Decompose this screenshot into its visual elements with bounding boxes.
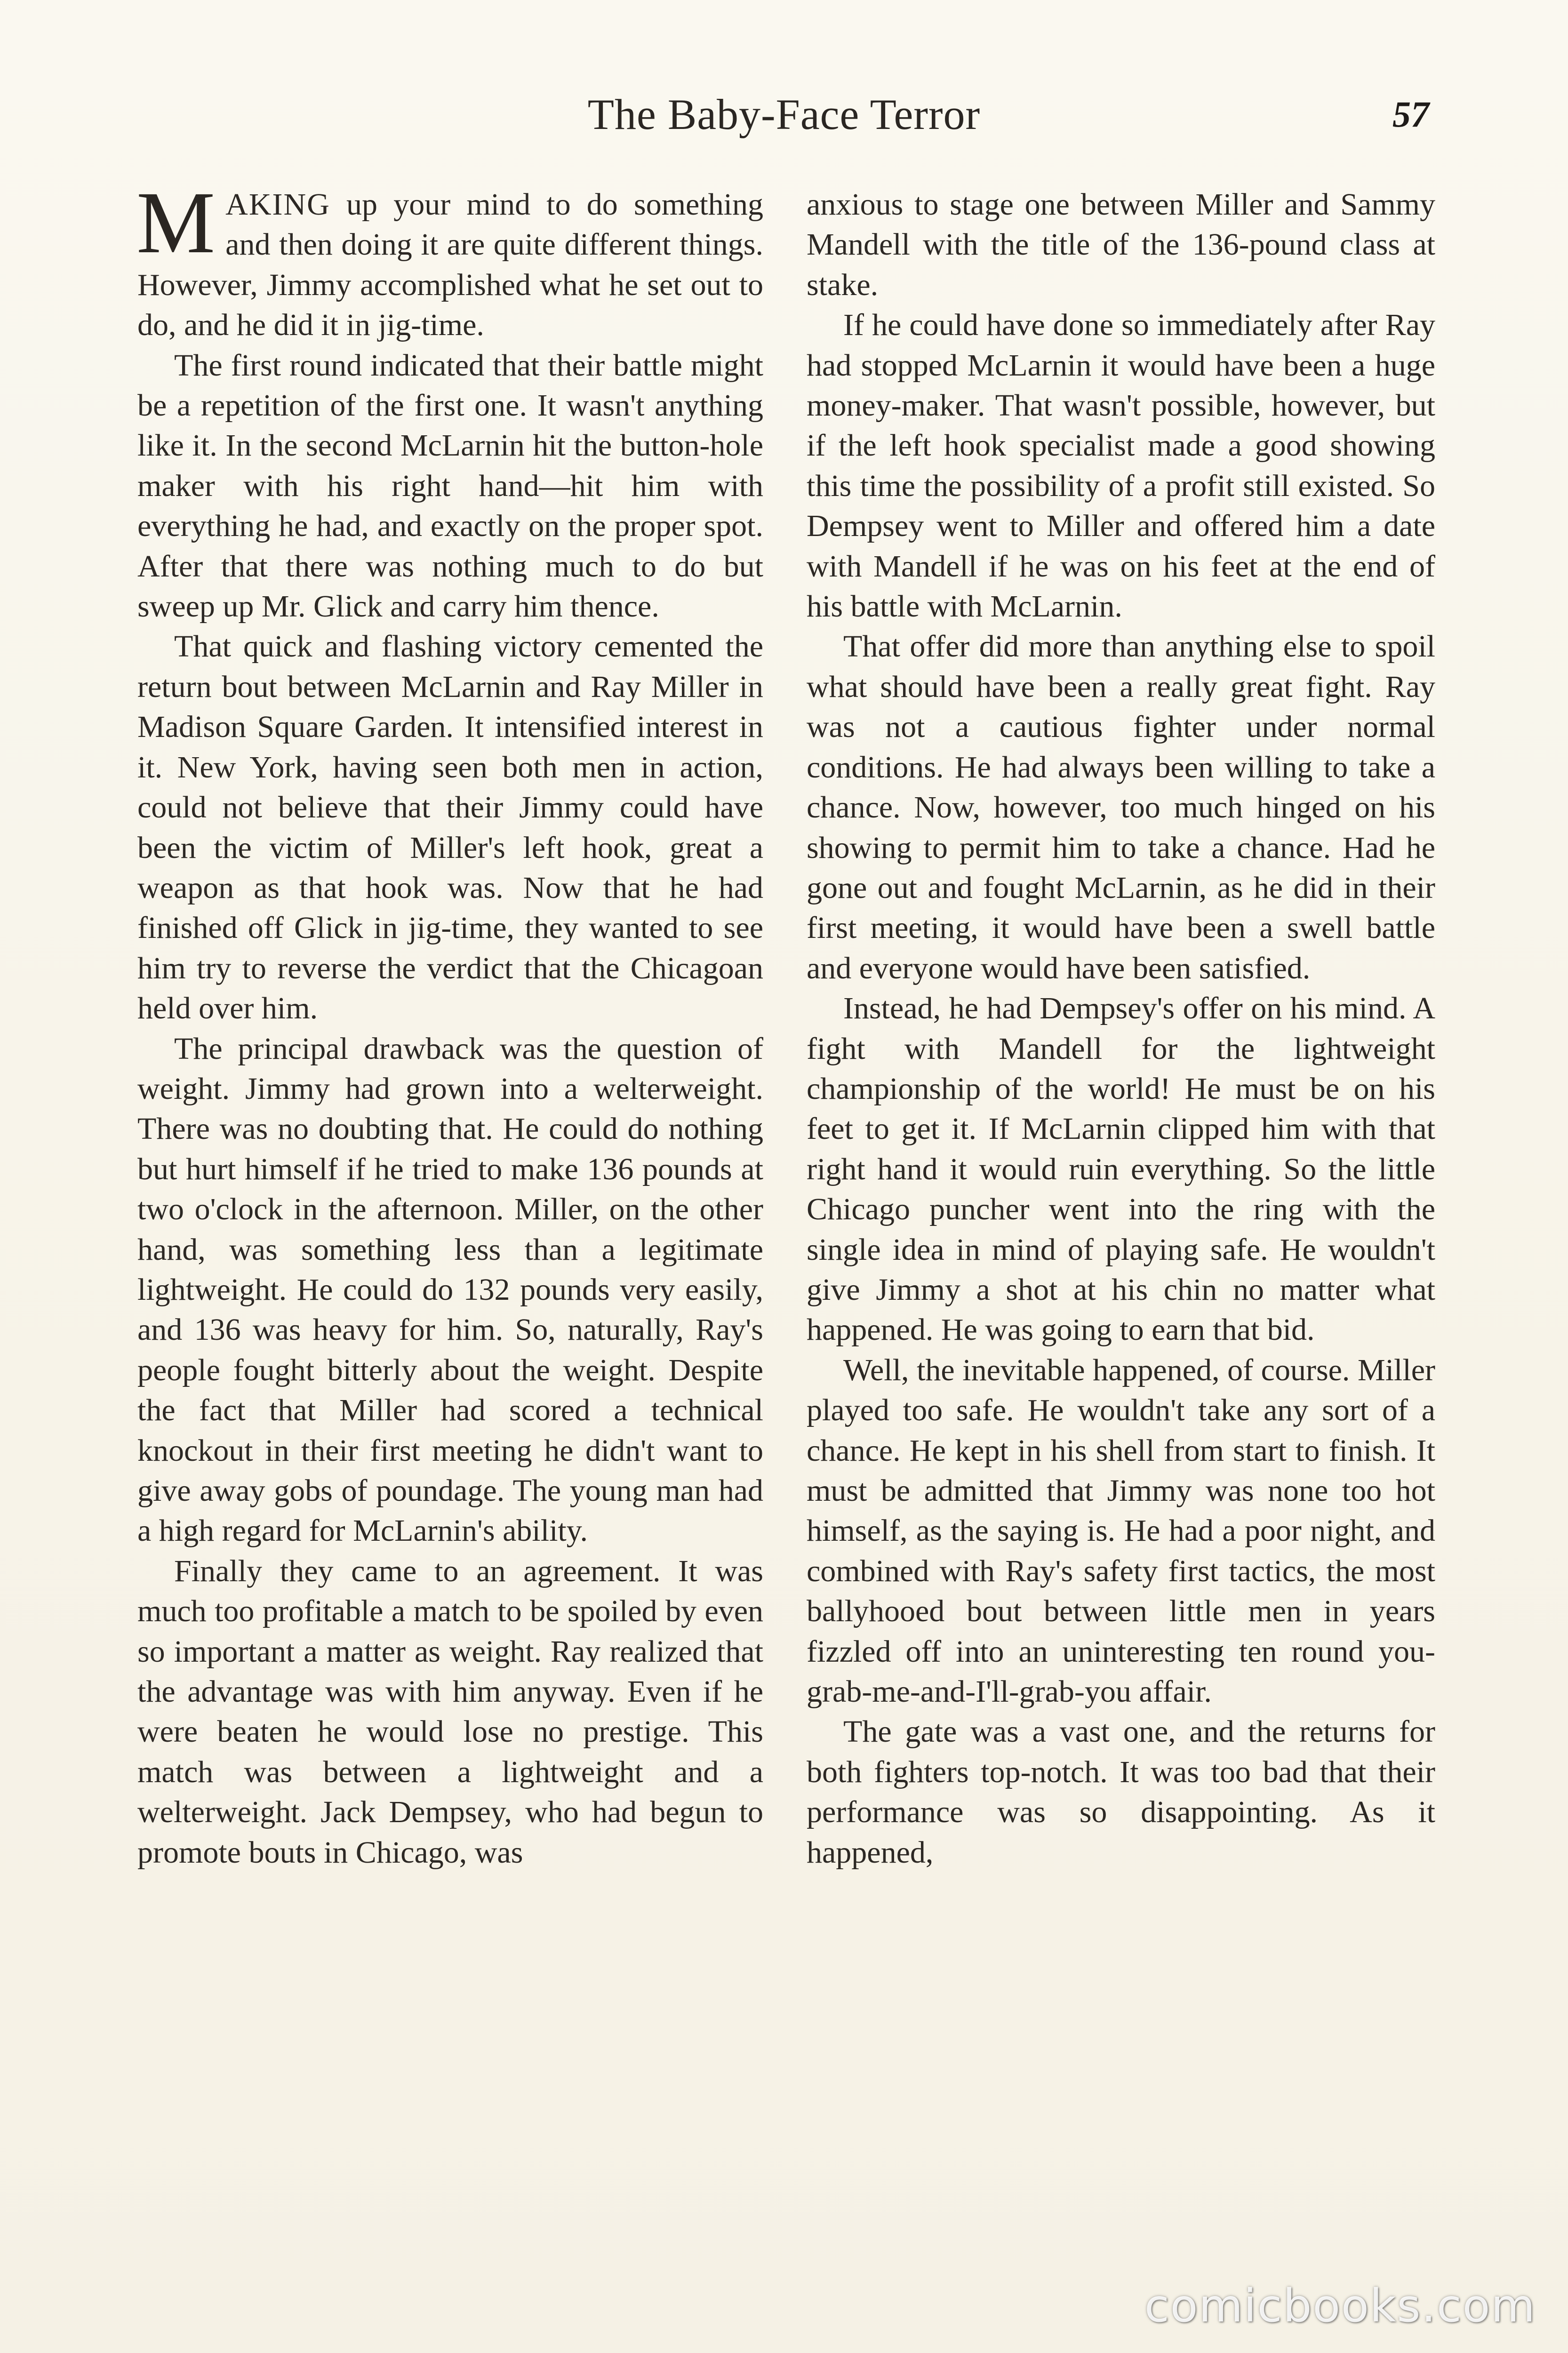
paragraph: That offer did more than anything else to spoil what should have been a really great fight. Ray was not a cautious fighter under normal conditions. He had always been willing to take a chance. Now, however, too much hinged on his showing to permit him to take a chance. Had he gone out and fought McLarnin, as he did in their first meeting, it would have been a swell battle and everyone would have been satisfied. — [807, 629, 1435, 985]
left-column — [136, 173, 763, 1873]
running-title: The Baby-Face Terror — [587, 90, 981, 138]
right-column — [807, 184, 1435, 1873]
page-number: 57 — [1392, 94, 1429, 135]
paragraph: The principal drawback was the question of weight. Jimmy had grown into a welterweight. There was no doubting that. He could do nothing but hurt himself if he tried to make 136 pounds at two o'clock in the afternoon. Miller, on the other hand, was something less than a legitimate lightweight. He could do 132 pounds very easily, and 136 was heavy for him. So, naturally, Ray's people fought bitterly about the weight. Despite the fact that Miller had scored a technical knockout in their first meeting he didn't want to give away gobs of poundage. The young man had a high regard for McLarnin's ability. — [137, 1031, 763, 1548]
paragraph: Well, the inevitable happened, of course. Miller played too safe. He wouldn't take any sort of a chance. He kept in his shell from start to finish. It must be admitted that Jimmy was none too hot himself, as the saying is. He had a poor night, and combined with Ray's safety first tactics, the most ballyhooed bout between little men in years fizzled off into an uninteresting ten round you-grab-me-and-I'll-grab-you affair. — [807, 1353, 1435, 1709]
lead-in-caps: AKING — [225, 187, 330, 222]
paragraph-text: up your mind to do something and then doing it are quite different things. However, Jimmy accomplished what he set out to do, and he did it in jig-time. — [137, 187, 763, 343]
paragraph: Finally they came to an agreement. It was much too profitable a match to be spoiled by even so important a matter as weight. Ray realized that the advantage was with him anyway. Even if he were beaten he would lose no prestige. This match was between a lightweight and a welterweight. Jack Dempsey, who had begun to promote bouts in Chicago, was — [137, 1553, 763, 1870]
site-watermark: comicbooks.com — [1144, 2280, 1536, 2332]
paragraph: Instead, he had Dempsey's offer on his mind. A fight with Mandell for the lightweight championship of the world! He must be on his feet to get it. If McLarnin clipped him with that right hand it would ruin everything. So the little Chicago puncher went into the ring with the single idea in mind of playing safe. He wouldn't give Jimmy a shot at his chin no matter what happened. He was going to earn that bid. — [807, 991, 1435, 1347]
paragraph — [136, 173, 763, 345]
paragraph: If he could have done so immediately after Ray had stopped McLarnin it would have been a huge money-maker. That wasn't possible, however, but if the left hook specialist made a good showing this time the possibility of a profit still existed. So Dempsey went to Miller and offered him a date with Mandell if he was on his feet at the end of his battle with McLarnin. — [807, 308, 1435, 624]
paragraph: That quick and flashing victory cemented the return bout between McLarnin and Ray Miller in Madison Square Garden. It intensified interest in it. New York, having seen both men in action, could not believe that their Jimmy could have been the victim of Miller's left hook, great a weapon as that hook was. Now that he had finished off Glick in jig-time, they wanted to see him try to reverse the verdict that the Chicagoan held over him. — [137, 629, 763, 1026]
drop-cap: M — [136, 173, 216, 272]
paragraph: The gate was a vast one, and the returns for both fighters top-notch. It was too bad that their performance was so disappointing. As it happened, — [807, 1714, 1435, 1870]
paragraph: anxious to stage one between Miller and Sammy Mandell with the title of the 136-pound class at stake. — [807, 187, 1435, 302]
paragraph: The first round indicated that their battle might be a repetition of the first one. It wasn't anything like it. In the second McLarnin hit the button-hole maker with his right hand—hit him with everything he had, and exactly on the proper spot. After that there was nothing much to do but sweep up Mr. Glick and carry him thence. — [137, 348, 763, 624]
page-header — [0, 89, 1568, 155]
